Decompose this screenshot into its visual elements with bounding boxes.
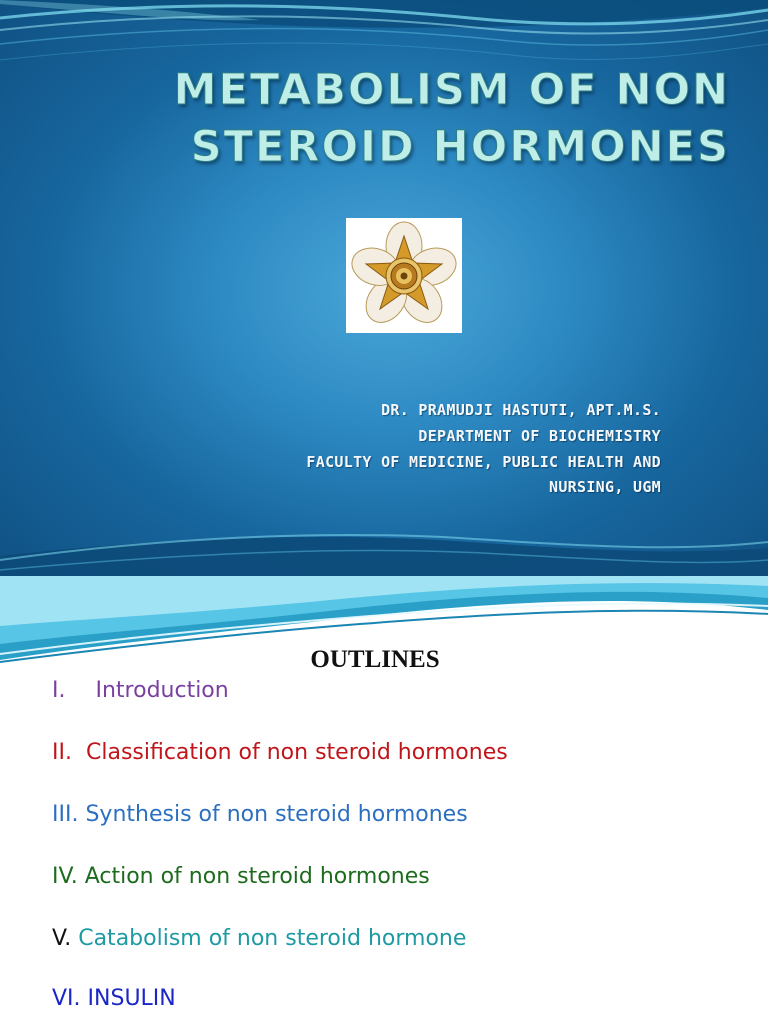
outline-number: I. [52,678,66,703]
outline-number: VI. [52,986,81,1011]
outline-number: V. [52,926,72,951]
outline-number: II. [52,740,72,765]
slide-title [150,62,730,176]
outline-text: Classification of non steroid hormones [85,740,508,765]
author-faculty: FACULTY OF MEDICINE, PUBLIC HEALTH AND [306,453,661,471]
outline-item-4 [52,864,430,889]
outline-number: IV. [52,864,78,889]
author-block [200,397,661,497]
author-department: DEPARTMENT OF BIOCHEMISTRY [418,427,661,445]
outline-item-1 [52,678,229,703]
outline-item-2 [52,740,508,765]
author-name: DR. PRAMUDJI HASTUTI, APT.M.S. [381,401,661,419]
outline-item-6 [52,986,176,1011]
university-logo [346,218,462,333]
outline-item-5 [52,926,466,951]
outline-heading: OUTLINES [310,646,440,673]
outline-text: Action of non steroid hormones [84,864,430,889]
outline-text: INSULIN [87,986,176,1011]
title-line-1: METABOLISM OF NON [173,65,730,115]
outline-number: III. [52,802,79,827]
author-faculty-cont: NURSING, UGM [549,478,661,496]
seal-icon [346,218,462,333]
outline-item-3 [52,802,468,827]
outline-text: Introduction [95,678,229,703]
outline-text: Synthesis of non steroid hormones [85,802,468,827]
outline-slide [0,576,768,1024]
outline-text: Catabolism of non steroid hormone [78,926,467,951]
title-line-2: STEROID HORMONES [190,122,730,172]
